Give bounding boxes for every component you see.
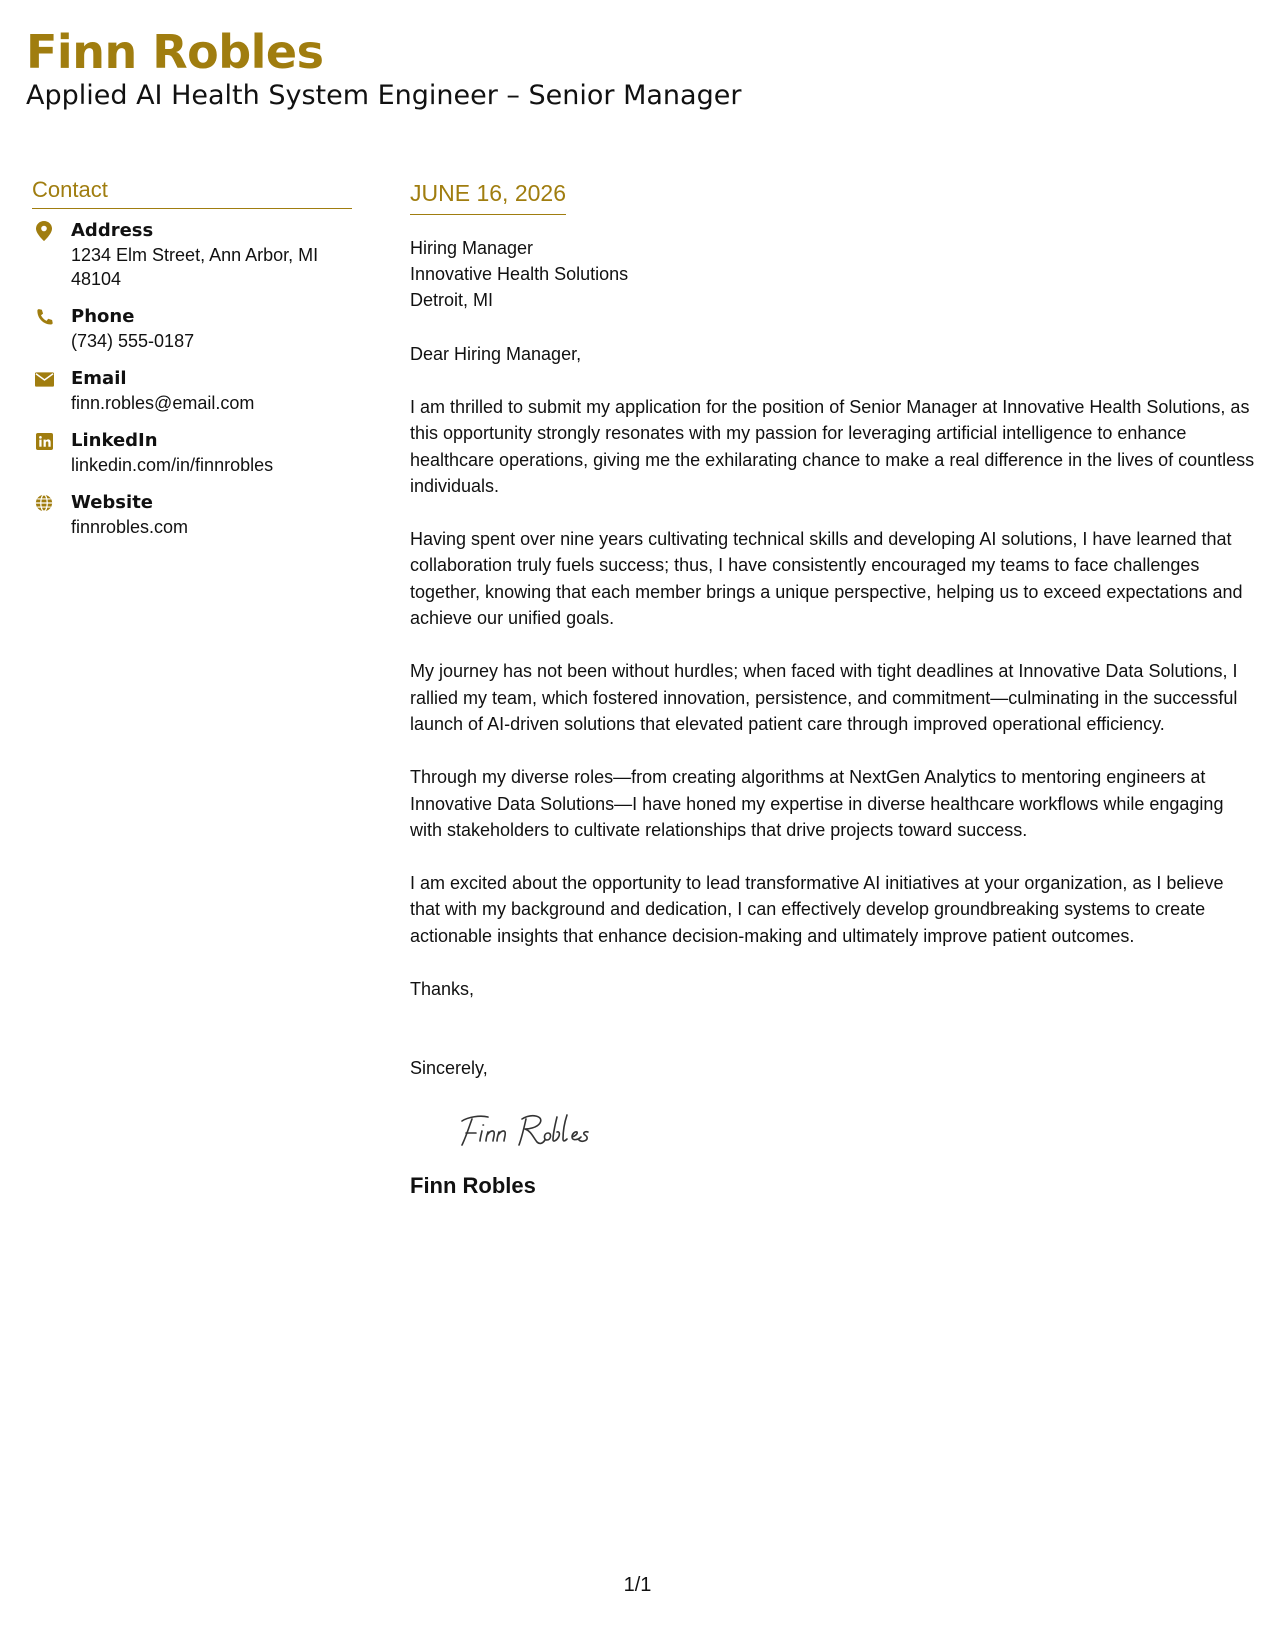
letter-paragraph: Having spent over nine years cultivating technical skills and developing AI solutions, I have learned that collaboration truly fuels success; thus, I have consistently encouraged my teams to face challenges together, knowing that each member brings a unique perspective, helping us to exceed expectations and achieve our unified goals.	[410, 529, 1243, 629]
letter-paragraph: I am excited about the opportunity to lead transformative AI initiatives at your organization, as I believe that with my background and dedication, I can effectively develop groundbreaking systems to create actionable insights that enhance decision-making and ultimately improve patient outcomes.	[410, 873, 1224, 946]
closing-thanks: Thanks,	[410, 979, 475, 1000]
contact-item-linkedin	[32, 429, 352, 477]
linkedin-value: linkedin.com/in/finnrobles	[71, 455, 274, 475]
phone-icon	[34, 307, 54, 327]
header	[26, 24, 741, 114]
letter-body	[410, 178, 1255, 1201]
recipient-company: Innovative Health Solutions	[410, 264, 629, 284]
signed-name: Finn Robles	[410, 1173, 536, 1199]
recipient-location: Detroit, MI	[410, 290, 494, 310]
letter-paragraph: My journey has not been without hurdles; when faced with tight deadlines at Innovative Data Solutions, I rallied my team, which fostered innovation, persistence, and commitment—culminating in the successful launch of AI-driven solutions that elevated patient care through improved operational efficiency.	[410, 661, 1238, 734]
contact-label: Phone	[71, 306, 135, 327]
job-title: Applied AI Health System Engineer – Senior Manager	[26, 80, 742, 111]
linkedin-icon	[34, 431, 54, 451]
closing-sincerely: Sincerely,	[410, 1058, 488, 1079]
contact-label: Email	[71, 368, 127, 389]
applicant-name: Finn Robles	[26, 25, 324, 79]
recipient-title: Hiring Manager	[410, 238, 534, 258]
contact-label: Address	[71, 220, 154, 241]
contact-item-email	[32, 367, 352, 415]
letter-paragraph: I am thrilled to submit my application for the position of Senior Manager at Innovative Health Solutions, as this opportunity strongly resonates with my passion for leveraging artificial intelligence to enhance healthcare operations, giving me the exhilarating chance to make a real difference in the lives of countless individuals.	[410, 397, 1255, 496]
address-value: 1234 Elm Street, Ann Arbor, MI 48104	[71, 245, 319, 289]
recipient-block	[410, 235, 1255, 313]
phone-value: (734) 555-0187	[71, 331, 195, 351]
contact-heading: Contact	[32, 176, 352, 209]
letter-date: JUNE 16, 2026	[410, 178, 566, 215]
map-pin-icon	[34, 221, 54, 241]
contact-list	[32, 219, 352, 539]
contact-item-address	[32, 219, 352, 291]
email-value: finn.robles@email.com	[71, 393, 255, 413]
contact-item-website	[32, 491, 352, 539]
website-value: finnrobles.com	[71, 517, 189, 537]
contact-sidebar	[32, 176, 352, 553]
handwritten-signature	[448, 1101, 638, 1157]
contact-label: LinkedIn	[71, 430, 158, 451]
contact-label: Website	[71, 492, 154, 513]
letter-paragraph: Through my diverse roles—from creating algorithms at NextGen Analytics to mentoring engineers at Innovative Data Solutions—I have honed my expertise in diverse healthcare workflows while engaging with stakeholders to cultivate relationships that drive projects toward success.	[410, 767, 1224, 840]
page-number: 1/1	[623, 1574, 652, 1596]
contact-item-phone	[32, 305, 352, 353]
envelope-icon	[34, 369, 54, 389]
salutation: Dear Hiring Manager,	[410, 344, 582, 364]
globe-icon	[34, 493, 54, 513]
